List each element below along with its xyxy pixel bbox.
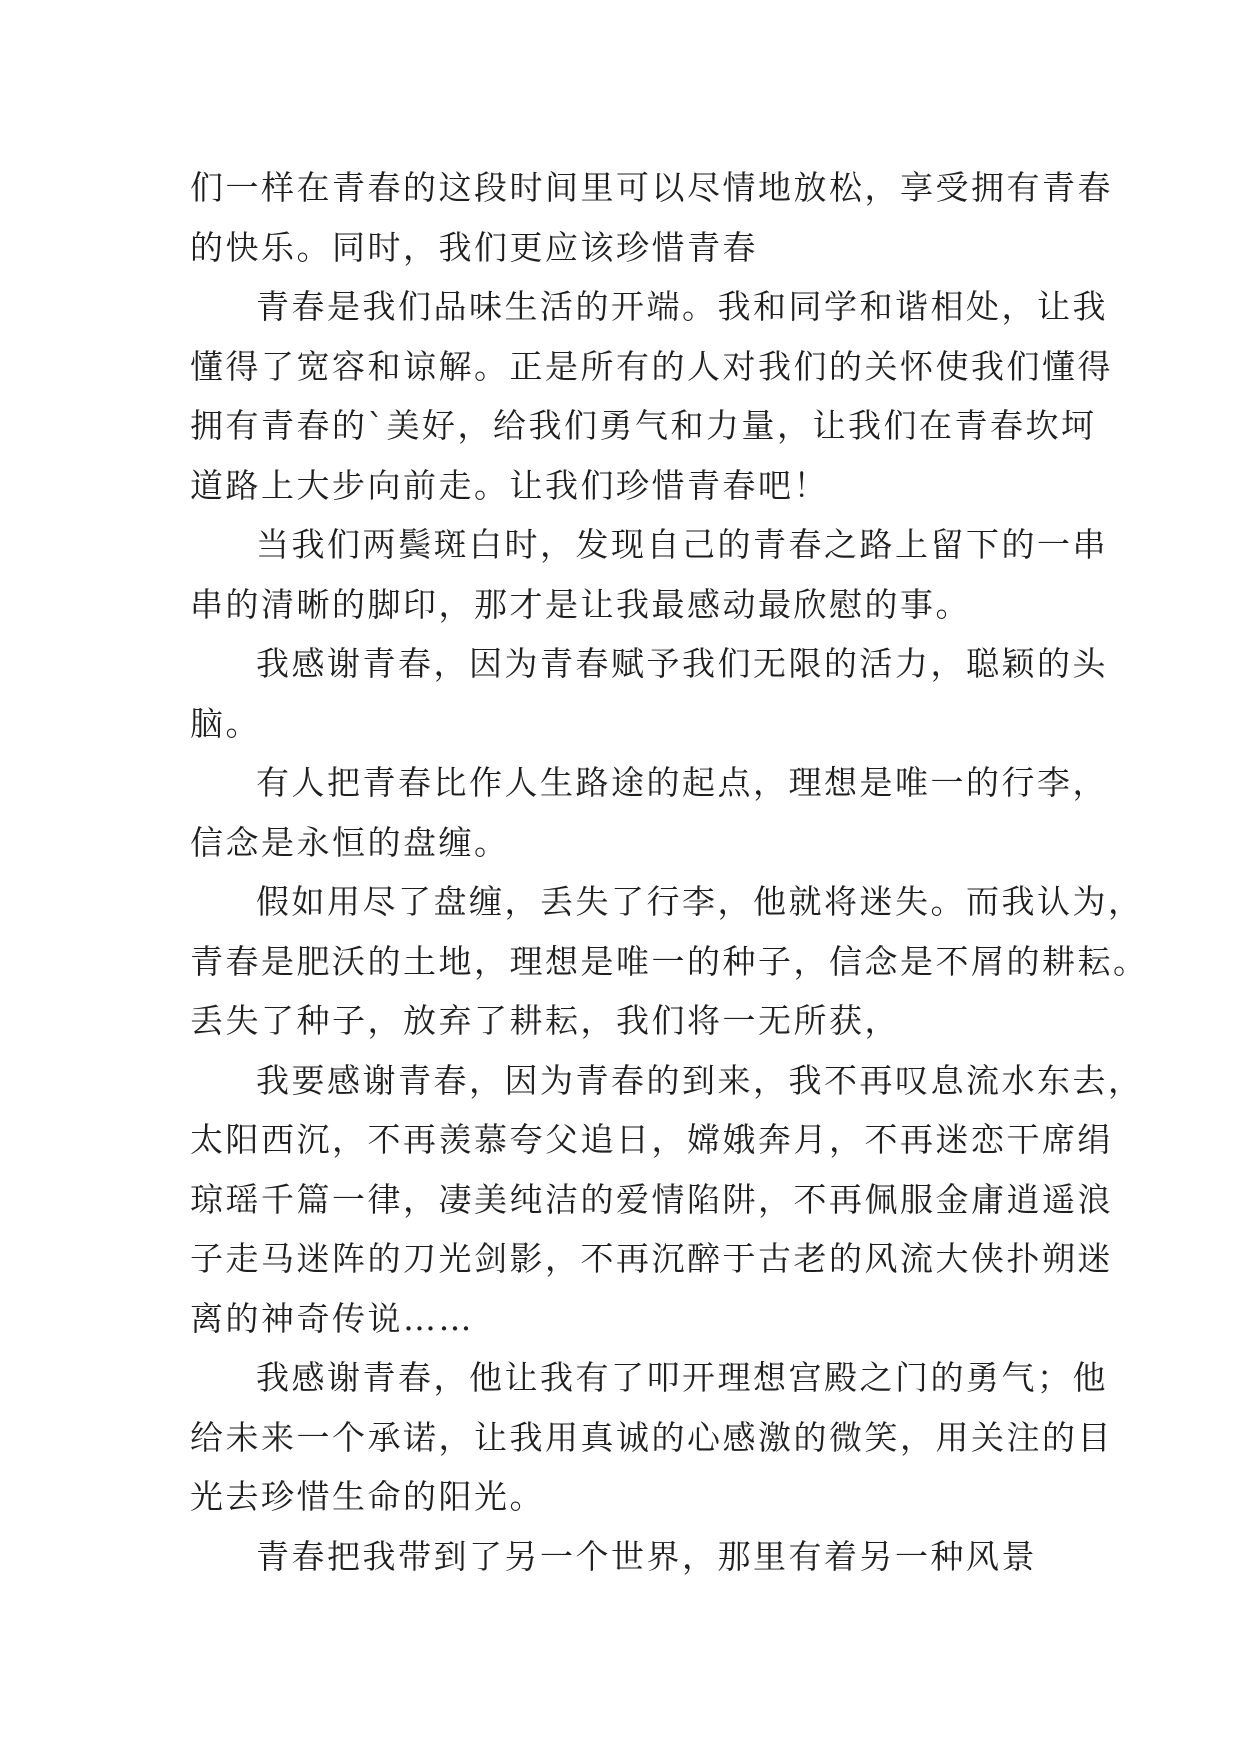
text-line: 太阳西沉，不再羡慕夸父追日，嫦娥奔月，不再迷恋干席绢 — [190, 1120, 1113, 1159]
text-line: 琼瑶千篇一律，凄美纯洁的爱情陷阱，不再佩服金庸逍遥浪 — [190, 1179, 1113, 1219]
paragraph — [190, 277, 1113, 515]
text-line: 假如用尽了盘缠，丢失了行李，他就将迷失。而我认为， — [256, 882, 1144, 921]
text-line: 道路上大步向前走。让我们珍惜青春吧！ — [190, 465, 829, 505]
text-line: 离的神奇传说…… — [190, 1298, 474, 1338]
paragraph — [190, 634, 1108, 753]
text-line: 丢失了种子，放弃了耕耘，我们将一无所获， — [190, 1001, 900, 1040]
text-line: 我要感谢青春，因为青春的到来，我不再叹息流水东去， — [256, 1060, 1144, 1100]
paragraph — [190, 1348, 1113, 1527]
paragraph — [190, 872, 1149, 1051]
text-line: 懂得了宽容和谅解。正是所有的人对我们的关怀使我们懂得 — [190, 346, 1113, 386]
text-line: 有人把青春比作人生路途的起点，理想是唯一的行李， — [256, 763, 1108, 802]
text-line: 我感谢青春，因为青春赋予我们无限的活力，聪颖的头 — [256, 644, 1108, 683]
document-body — [190, 158, 1149, 1586]
paragraph — [190, 1527, 1060, 1587]
paragraph — [190, 1051, 1144, 1349]
text-line: 的快乐。同时，我们更应该珍惜青春 — [190, 227, 758, 267]
text-line: 青春把我带到了另一个世界，那里有着另一种风景 — [256, 1536, 1037, 1576]
text-line: 青春是我们品味生活的开端。我和同学和谐相处，让我 — [256, 287, 1108, 326]
text-line: 拥有青春的`美好，给我们勇气和力量，让我们在青春坎坷 — [190, 406, 1097, 445]
text-line: 子走马迷阵的刀光剑影，不再沉醉于古老的风流大侠扑朔迷 — [190, 1239, 1113, 1278]
text-line: 我感谢青春，他让我有了叩开理想宫殿之门的勇气；他 — [256, 1358, 1108, 1397]
text-line: 串的清晰的脚印，那才是让我最感动最欣慰的事。 — [190, 584, 971, 624]
text-line: 脑。 — [190, 703, 261, 743]
paragraph — [190, 158, 1113, 277]
text-line: 们一样在青春的这段时间里可以尽情地放松，享受拥有青春 — [190, 168, 1113, 207]
text-line: 光去珍惜生命的阳光。 — [190, 1477, 545, 1516]
text-line: 青春是肥沃的土地，理想是唯一的种子，信念是不屑的耕耘。 — [190, 941, 1149, 981]
text-line: 当我们两鬓斑白时，发现自己的青春之路上留下的一串 — [256, 525, 1108, 564]
paragraph — [190, 753, 1108, 872]
text-line: 给未来一个承诺，让我用真诚的心感激的微笑，用关注的目 — [190, 1417, 1113, 1457]
text-line: 信念是永恒的盘缠。 — [190, 822, 510, 862]
paragraph — [190, 515, 1108, 634]
